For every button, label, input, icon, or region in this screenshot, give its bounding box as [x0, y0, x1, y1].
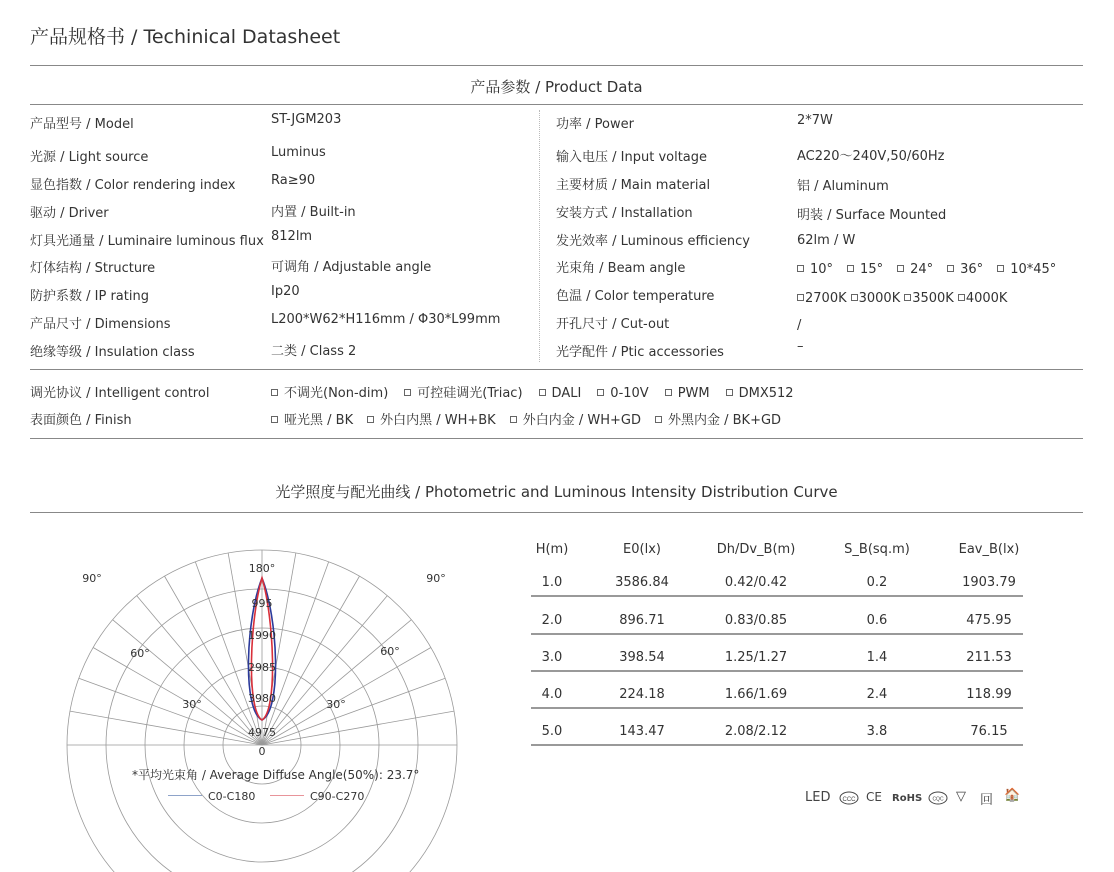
spec-label: 发光效率 / Luminous efficiency [556, 234, 750, 249]
finish-options [271, 409, 795, 428]
option-checkbox[interactable] [510, 413, 641, 428]
spec-label: 输入电压 / Input voltage [556, 150, 708, 165]
table-cell: 0.83/0.85 [724, 613, 788, 628]
option-label: 外白内金 / WH+GD [522, 413, 641, 428]
spec-value: 62lm / W [797, 233, 856, 248]
option-checkbox[interactable] [597, 386, 648, 401]
spec-value: L200*W62*H116mm / Φ30*L99mm [271, 312, 501, 327]
checkbox-icon [655, 416, 662, 423]
option-checkbox[interactable] [367, 413, 496, 428]
table-cell: 224.18 [619, 687, 665, 702]
finish-label: 表面颜色 / Finish [30, 413, 132, 428]
table-row-divider [531, 670, 1023, 672]
spec-label: 安装方式 / Installation [556, 206, 693, 221]
checkbox-icon [404, 389, 411, 396]
angle-label-30-right: 30° [326, 698, 346, 711]
checkbox-icon [904, 294, 911, 301]
spec-label: 功率 / Power [556, 117, 634, 132]
option-label: 10*45° [1010, 262, 1057, 277]
legend-label: C90-C270 [310, 790, 365, 803]
spec-label: 光束角 / Beam angle [556, 261, 686, 276]
svg-text:CCC: CCC [842, 797, 856, 803]
option-label: 0-10V [610, 386, 649, 401]
column-divider [539, 110, 540, 362]
table-cell: 211.53 [966, 650, 1012, 665]
ce-icon: CE [866, 790, 882, 804]
angle-label-0: 0 [258, 745, 266, 758]
table-cell: 3.8 [866, 724, 888, 739]
angle-label-60-left: 60° [130, 647, 150, 660]
product-section-title: 产品参数 / Product Data [470, 78, 643, 96]
led-mark: LED [805, 790, 831, 805]
angle-label-180: 180° [248, 562, 276, 575]
table-cell: 1.25/1.27 [724, 650, 788, 665]
table-cell: 76.15 [970, 724, 1008, 739]
color-temp-options [797, 291, 1011, 306]
spec-value: AC220～240V,50/60Hz [797, 149, 945, 164]
legend-line-red [270, 795, 304, 796]
option-label: 3000K [858, 291, 901, 306]
checkbox-icon [271, 389, 278, 396]
table-cell: 1903.79 [962, 575, 1016, 590]
spec-label: 驱动 / Driver [30, 206, 109, 221]
radial-label: 4975 [248, 726, 276, 739]
polar-distribution-diagram [82, 530, 446, 760]
svg-text:CQC: CQC [932, 796, 944, 803]
spec-value: Ip20 [271, 284, 300, 299]
rohs-icon: RoHS [892, 793, 923, 804]
radial-label: 3980 [248, 692, 276, 705]
table-cell: 118.99 [966, 687, 1012, 702]
table-header: Dh/Dv_B(m) [716, 542, 796, 557]
checkbox-icon [539, 389, 546, 396]
spec-label: 灯体结构 / Structure [30, 261, 156, 276]
checkbox-icon [367, 416, 374, 423]
option-label: 外白内黑 / WH+BK [380, 413, 496, 428]
table-row-divider [531, 707, 1023, 709]
table-header: H(m) [535, 542, 569, 557]
table-cell: 896.71 [619, 613, 665, 628]
option-label: 36° [960, 262, 984, 277]
beam-angle-note: *平均光束角 / Average Diffuse Angle(50%): 23.7° [132, 768, 420, 782]
table-cell: 3.0 [541, 650, 563, 665]
option-label: 24° [910, 262, 934, 277]
option-label: DMX512 [738, 386, 794, 401]
option-label: 可控硅调光(Triac) [417, 386, 523, 401]
table-cell: 398.54 [619, 650, 665, 665]
option-checkbox[interactable] [847, 262, 883, 277]
option-checkbox[interactable] [797, 262, 833, 277]
table-cell: 0.42/0.42 [724, 575, 788, 590]
checkbox-icon [797, 294, 804, 301]
divider [30, 104, 1083, 105]
radial-label: 2985 [248, 661, 276, 674]
legend-label: C0-C180 [208, 790, 256, 803]
spec-label: 产品型号 / Model [30, 117, 134, 132]
option-checkbox[interactable] [539, 386, 582, 401]
checkbox-icon [665, 389, 672, 396]
option-label: 4000K [965, 291, 1008, 306]
spec-value: 铝 / Aluminum [797, 179, 889, 194]
legend-line-blue [168, 795, 202, 796]
divider [30, 65, 1083, 66]
table-cell: 2.4 [866, 687, 888, 702]
checkbox-icon [997, 265, 1004, 272]
option-label: 15° [860, 262, 884, 277]
spec-value: Luminus [271, 145, 326, 160]
spec-value: 明装 / Surface Mounted [797, 208, 947, 223]
checkbox-icon [851, 294, 858, 301]
table-cell: 3586.84 [615, 575, 669, 590]
table-row-divider [531, 595, 1023, 597]
legend-c90 [270, 790, 364, 803]
option-checkbox[interactable] [997, 262, 1056, 277]
spec-value: / [797, 318, 802, 333]
angle-label-60-right: 60° [380, 645, 400, 658]
table-cell: 2.08/2.12 [724, 724, 788, 739]
spec-label: 绝缘等级 / Insulation class [30, 345, 195, 360]
table-row-divider [531, 633, 1023, 635]
table-cell: 1.66/1.69 [724, 687, 788, 702]
option-label: 2700K [805, 291, 847, 306]
table-cell: 475.95 [966, 613, 1012, 628]
option-checkbox[interactable] [271, 386, 388, 401]
option-checkbox[interactable] [271, 413, 353, 428]
option-checkbox[interactable] [958, 291, 1008, 306]
option-checkbox[interactable] [665, 386, 710, 401]
option-checkbox[interactable] [904, 291, 954, 306]
option-label: 外黑内金 / BK+GD [667, 413, 782, 428]
table-cell: 2.0 [541, 613, 563, 628]
option-checkbox[interactable] [797, 291, 847, 306]
checkbox-icon [597, 389, 604, 396]
option-checkbox[interactable] [851, 291, 901, 306]
angle-label-30-left: 30° [182, 698, 202, 711]
beam-angle-options [797, 262, 1070, 277]
option-label: DALI [551, 386, 582, 401]
spec-value: Ra≥90 [271, 173, 316, 188]
checkbox-icon [897, 265, 904, 272]
option-label: 3500K [912, 291, 954, 306]
option-checkbox[interactable] [404, 386, 522, 401]
table-cell: 1.0 [541, 575, 563, 590]
spec-value: 二类 / Class 2 [271, 344, 357, 359]
radial-label: 1990 [248, 629, 276, 642]
option-label: PWM [677, 386, 710, 401]
checkbox-icon [726, 389, 733, 396]
spec-value: 2*7W [797, 113, 833, 128]
checkbox-icon [847, 265, 854, 272]
spec-label: 显色指数 / Color rendering index [30, 178, 236, 193]
option-checkbox[interactable] [655, 413, 781, 428]
spec-label: 光学配件 / Ptic accessories [556, 345, 724, 360]
spec-value: 内置 / Built-in [271, 205, 356, 220]
table-cell: 1.4 [866, 650, 888, 665]
option-label: 不调光(Non-dim) [284, 386, 389, 401]
spec-value: 812lm [271, 229, 313, 244]
checkbox-icon [797, 265, 804, 272]
divider [30, 438, 1083, 439]
table-cell: 0.2 [866, 575, 888, 590]
spec-value: ST-JGM203 [271, 112, 342, 127]
spec-label: 防护系数 / IP rating [30, 289, 149, 304]
angle-label-90-right: 90° [426, 572, 446, 585]
photometric-section-title: 光学照度与配光曲线 / Photometric and Luminous Intensity Distribution Curve [275, 483, 838, 501]
table-cell: 143.47 [619, 724, 665, 739]
option-label: 哑光黑 / BK [284, 413, 354, 428]
divider [30, 369, 1083, 370]
spec-label: 产品尺寸 / Dimensions [30, 317, 171, 332]
spec-label: 开孔尺寸 / Cut-out [556, 317, 670, 332]
square-icon: 回 [980, 793, 994, 808]
legend-c0 [168, 790, 255, 803]
option-checkbox[interactable] [947, 262, 983, 277]
spec-label: 主要材质 / Main material [556, 178, 711, 193]
ccc-icon [839, 791, 859, 805]
checkbox-icon [947, 265, 954, 272]
table-header: Eav_B(lx) [958, 542, 1020, 557]
table-header: E0(lx) [623, 542, 661, 557]
checkbox-icon [510, 416, 517, 423]
cqc-icon [928, 791, 948, 805]
spec-label: 光源 / Light source [30, 150, 149, 165]
control-label: 调光协议 / Intelligent control [30, 386, 210, 401]
divider [30, 512, 1083, 513]
spec-value: – [797, 339, 804, 354]
checkbox-icon [271, 416, 278, 423]
table-cell: 4.0 [541, 687, 563, 702]
option-checkbox[interactable] [726, 386, 794, 401]
table-header: S_B(sq.m) [844, 542, 910, 557]
table-cell: 0.6 [866, 613, 888, 628]
option-label: 10° [810, 262, 834, 277]
checkbox-icon [958, 294, 965, 301]
house-icon: 🏠 [1004, 788, 1021, 803]
page-title: 产品规格书 / Techinical Datasheet [30, 26, 341, 48]
angle-label-90-left: 90° [82, 572, 102, 585]
option-checkbox[interactable] [897, 262, 933, 277]
spec-label: 灯具光通量 / Luminaire luminous flux [30, 234, 264, 249]
control-options [271, 382, 810, 401]
spec-label: 色温 / Color temperature [556, 289, 715, 304]
radial-label: 995 [251, 597, 273, 610]
table-row-divider [531, 744, 1023, 746]
table-cell: 5.0 [541, 724, 563, 739]
triangle-icon: ▽ [956, 789, 966, 804]
spec-value: 可调角 / Adjustable angle [271, 260, 432, 275]
